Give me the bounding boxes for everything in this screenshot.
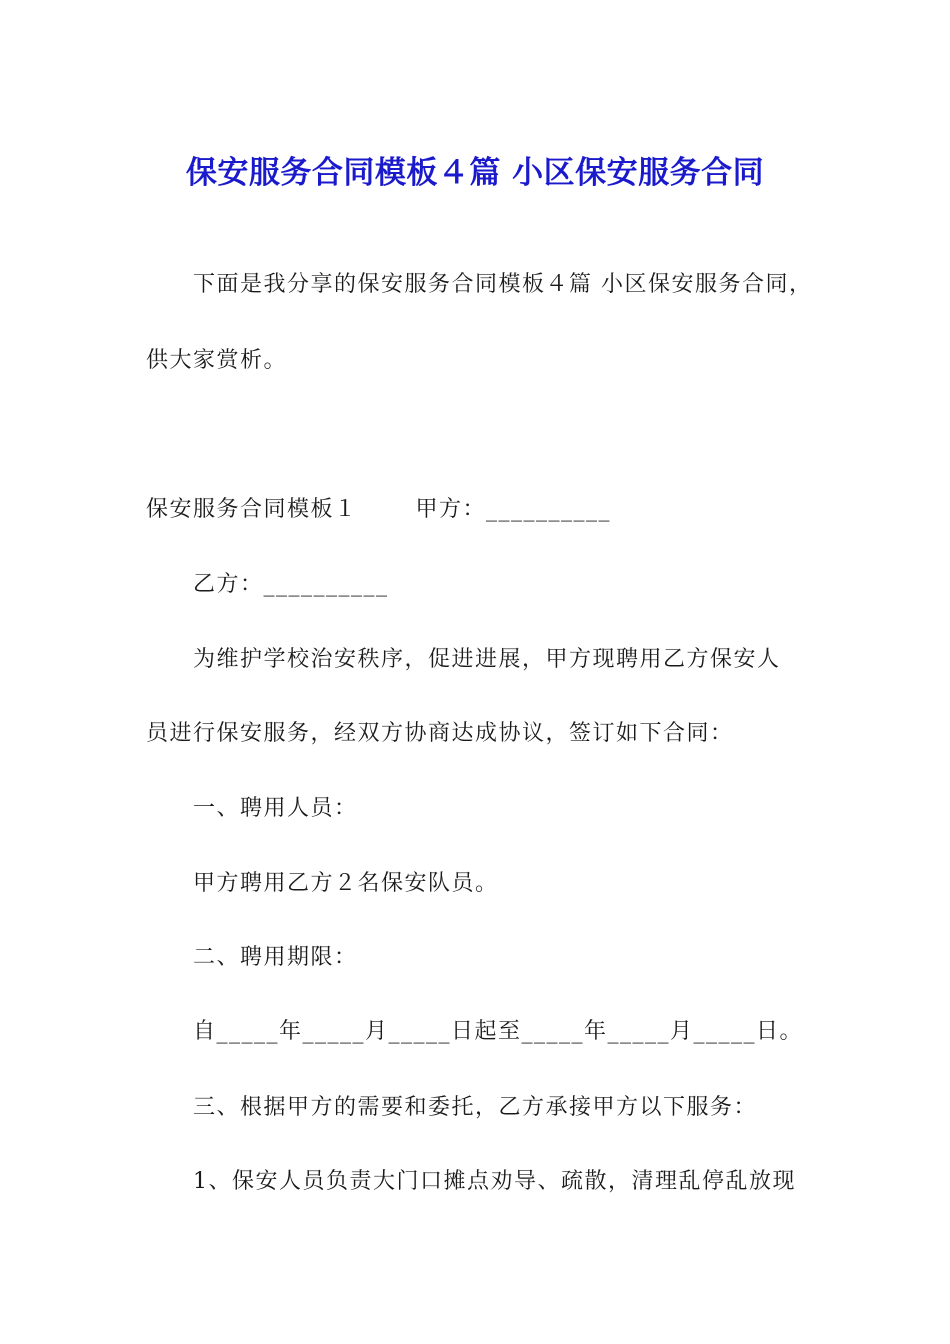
purpose-line-1: 为维护学校治安秩序，促进进展，甲方现聘用乙方保安人	[193, 647, 781, 672]
section-1-heading: 一、聘用人员：	[193, 796, 358, 821]
purpose-line-2: 员进行保安服务，经双方协商达成协议，签订如下合同：	[146, 721, 734, 746]
template-heading-line	[146, 490, 611, 530]
section-2-heading: 二、聘用期限：	[193, 945, 358, 970]
section-3-item-1: 1、保安人员负责大门口摊点劝导、疏散，清理乱停乱放现	[193, 1169, 796, 1194]
section-2-body: 自_____年_____月_____日起至_____年_____月_____日。	[193, 1019, 804, 1044]
page-title: 保安服务合同模板４篇 小区保安服务合同	[185, 154, 765, 191]
intro-line-1: 下面是我分享的保安服务合同模板４篇 小区保安服务合同，	[193, 272, 813, 297]
party-a-field: 甲方：__________	[415, 497, 612, 522]
template-heading: 保安服务合同模板１	[146, 497, 358, 522]
section-3-heading: 三、根据甲方的需要和委托，乙方承接甲方以下服务：	[193, 1095, 758, 1120]
party-b-field: 乙方：__________	[193, 572, 389, 597]
intro-line-2: 供大家赏析。	[146, 348, 288, 373]
section-1-body: 甲方聘用乙方２名保安队员。	[193, 871, 499, 896]
